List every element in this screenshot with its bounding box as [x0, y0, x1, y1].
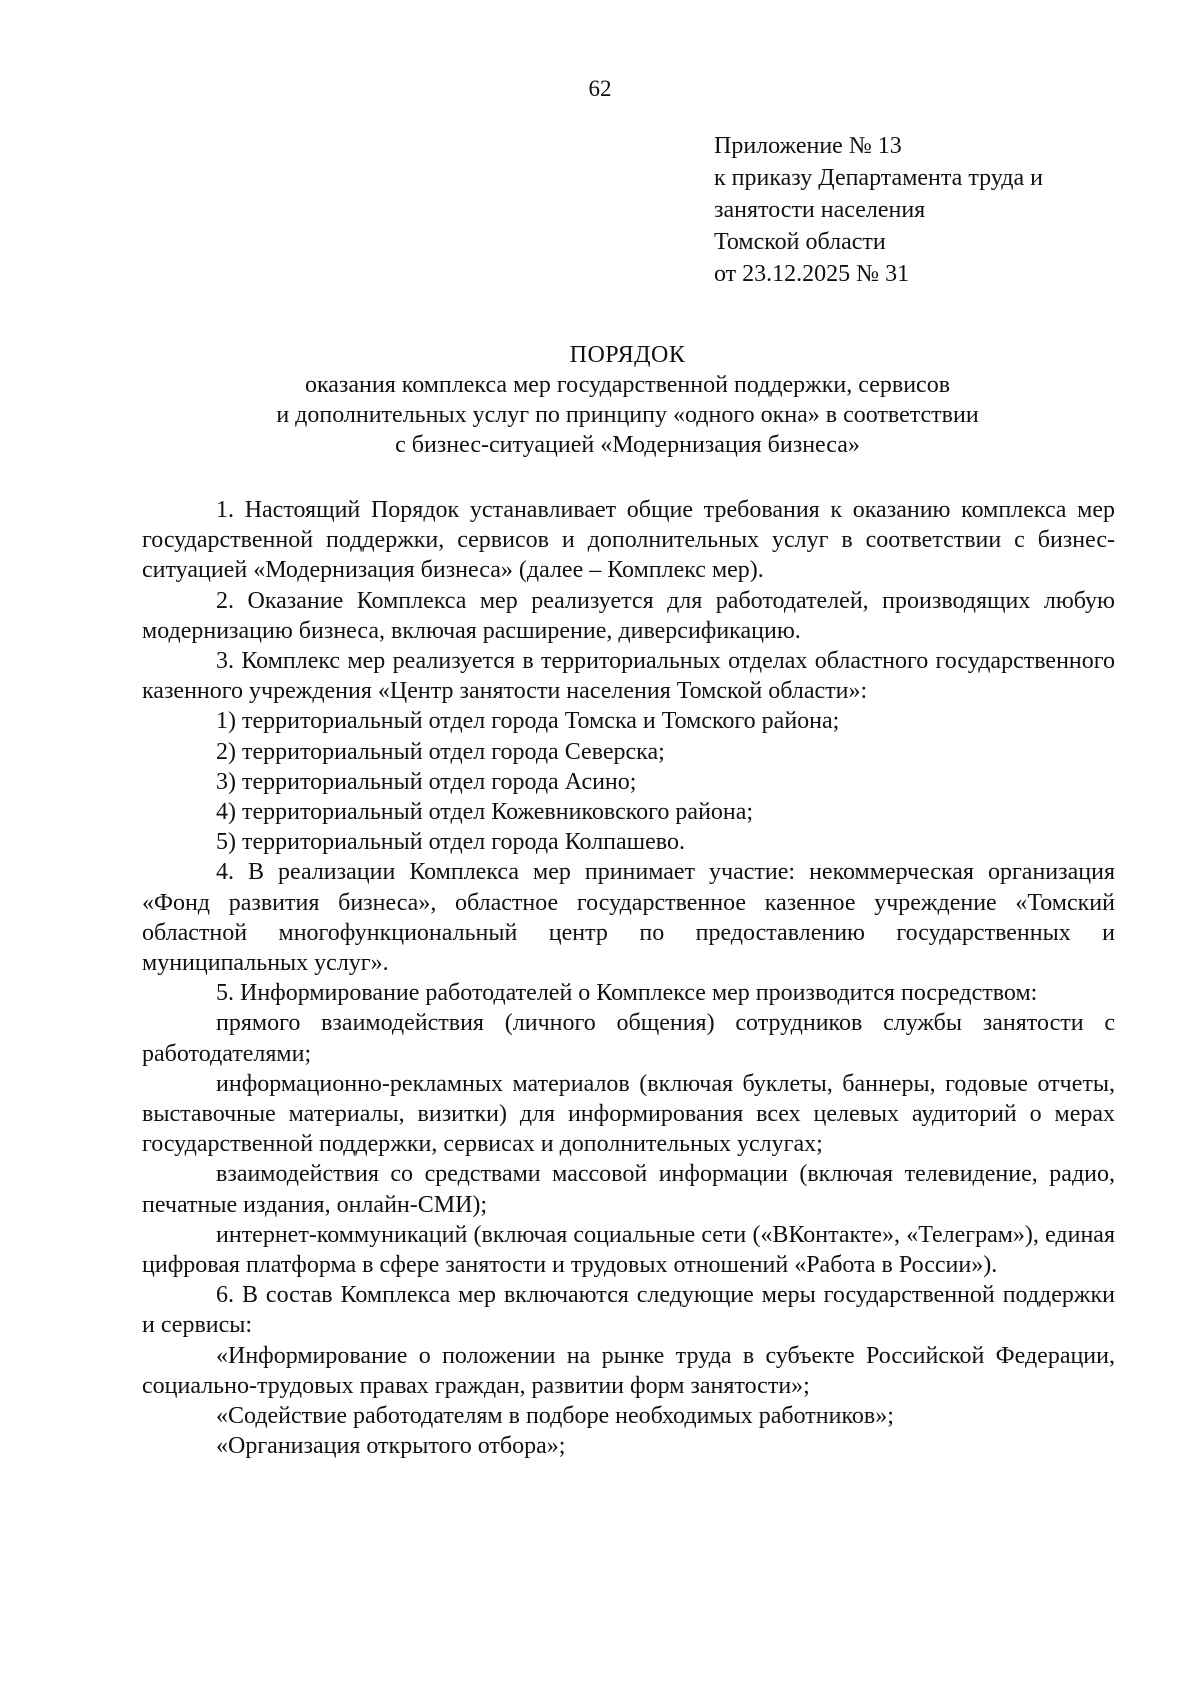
appendix-line: к приказу Департамента труда и	[714, 165, 1043, 191]
title-heading: ПОРЯДОК	[569, 342, 686, 368]
paragraph: 3. Комплекс мер реализуется в территориальных отделах областного государственного казенного учреждения «Центр занятости населения Томской области»:	[142, 648, 1115, 705]
paragraph: 5. Информирование работодателей о Комплексе мер производится посредством:	[216, 980, 1038, 1007]
page-number: 62	[588, 76, 612, 101]
document-title	[140, 340, 1115, 460]
paragraph: «Информирование о положении на рынке труда в субъекте Российской Федерации, социально-трудовых правах граждан, развитии форм занятости»;	[142, 1342, 1115, 1399]
appendix-line: занятости населения	[714, 197, 926, 223]
appendix-line: Приложение № 13	[714, 133, 902, 159]
appendix-line: от 23.12.2025 № 31	[714, 261, 910, 287]
list-item: 3) территориальный отдел города Асино;	[216, 768, 637, 795]
paragraph: прямого взаимодействия (личного общения) сотрудников службы занятости с работодателями;	[142, 1010, 1115, 1067]
title-line: оказания комплекса мер государственной поддержки, сервисов	[304, 372, 951, 398]
paragraph: 6. В состав Комплекса мер включаются следующие меры государственной поддержки и сервисы:	[142, 1282, 1115, 1339]
document-body	[142, 495, 1115, 1462]
paragraph: информационно-рекламных материалов (включая буклеты, баннеры, годовые отчеты, выставочные материалы, визитки) для информирования всех целевых аудиторий о мерах государственной поддержки, сервисах и дополнительных услугах;	[142, 1070, 1115, 1158]
paragraph: 2. Оказание Комплекса мер реализуется для работодателей, производящих любую модернизацию бизнеса, включая расширение, диверсификацию.	[142, 587, 1115, 644]
list-item: 4) территориальный отдел Кожевниковского района;	[216, 799, 754, 826]
paragraph: взаимодействия со средствами массовой информации (включая телевидение, радио, печатные издания, онлайн-СМИ);	[142, 1161, 1115, 1218]
list-item: 1) территориальный отдел города Томска и Томского района;	[216, 708, 840, 735]
list-item: 5) территориальный отдел города Колпашево.	[216, 829, 685, 856]
appendix-line: Томской области	[714, 229, 886, 255]
appendix-header	[714, 130, 1154, 290]
paragraph: «Содействие работодателям в подборе необходимых работников»;	[216, 1403, 894, 1430]
paragraph: интернет-коммуникаций (включая социальные сети («ВКонтакте», «Телеграм»), единая цифровая платформа в сфере занятости и трудовых отношений «Работа в России»).	[142, 1221, 1115, 1279]
list-item: 2) территориальный отдел города Северска;	[216, 738, 665, 765]
title-line: с бизнес-ситуацией «Модернизация бизнеса»	[395, 432, 860, 458]
paragraph: 4. В реализации Комплекса мер принимает участие: некоммерческая организация «Фонд развития бизнеса», областное государственное казенное учреждение «Томский областной многофункциональный центр по предоставлению государственных и муниципальных услуг».	[142, 859, 1115, 977]
paragraph: «Организация открытого отбора»;	[216, 1433, 566, 1460]
title-line: и дополнительных услуг по принципу «одного окна» в соответствии	[276, 402, 979, 428]
paragraph: 1. Настоящий Порядок устанавливает общие требования к оказанию комплекса мер государственной поддержки, сервисов и дополнительных услуг в соответствии с бизнес-ситуацией «Модернизация бизнеса» (далее – Комплекс мер).	[142, 497, 1115, 584]
